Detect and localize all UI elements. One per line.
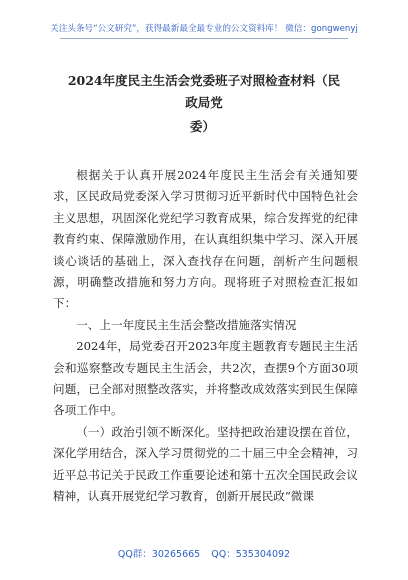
section-heading: 一、上一年度民主生活会整改措施落实情况 xyxy=(76,317,297,332)
footer-qq-group: QQ群：30265665 xyxy=(117,549,201,560)
footer-contact xyxy=(0,546,408,560)
header-divider xyxy=(60,38,348,39)
document-body xyxy=(53,165,358,508)
intro-paragraph: 根据关于认真开展2024年度民主生活会有关通知要求，区民政局党委深入学习贯彻习近平新时代中国特色社会主义思想，巩固深化党纪学习教育成果，综合发挥党的纪律教育约束、保障激励作用，在认真组织集中学习、深入开展谈心谈话的基础上，深入查找存在问题，剖析产生问题根源，明确整改措施和努力方向。现将班子对照检查汇报如下： xyxy=(53,168,358,311)
body-paragraph: （一）政治引领不断深化。坚持把政治建设摆在首位，深化学用结合，深入学习贯彻党的二十届三中全会精神，习近平总书记关于民政工作重要论述和第十五次全国民政会议精神，认真开展党纪学习教育，创新开展民政“微课 xyxy=(53,424,358,504)
header-banner: 关注头条号“公文研究”，获得最新最全最专业的公文资料库！ 微信：gongwenyj xyxy=(50,24,358,34)
document-title: 2024年度民主生活会党委班子对照检查材料（民政局党 xyxy=(67,73,341,110)
body-paragraph: 2024年，局党委召开2023年度主题教育专题民主生活会和巡察整改专题民主生活会，共2次，查摆9个方面30项问题，已全部对照整改落实，并将整改成效落实到民生保障各项工作中。 xyxy=(53,339,358,418)
footer-qq: QQ：535304092 xyxy=(211,549,291,560)
document-title-continuation: 委） xyxy=(190,119,216,134)
